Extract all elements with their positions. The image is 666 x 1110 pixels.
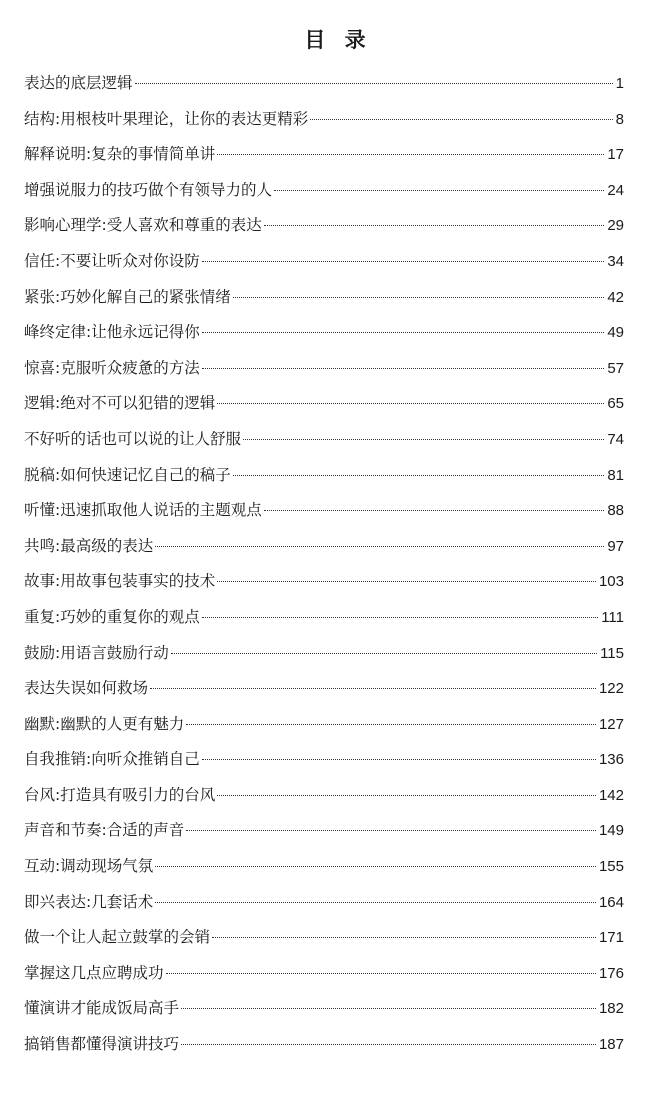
toc-entry: [24, 813, 624, 849]
toc-entry-title: 台风:打造具有吸引力的台风: [24, 785, 216, 804]
toc-entry-title: 惊喜:克服听众疲惫的方法: [24, 358, 200, 377]
toc-entry-page-number: 176: [598, 964, 624, 982]
toc-entry: [24, 529, 624, 565]
dot-leader: [202, 261, 605, 262]
dot-leader: [212, 937, 596, 938]
dot-leader: [166, 973, 596, 974]
toc-entry: [24, 920, 624, 956]
toc-entry-page-number: 81: [607, 466, 624, 484]
toc-entry-page-number: 17: [607, 146, 624, 164]
toc-entry-page-number: 88: [607, 502, 624, 520]
dot-leader: [181, 1008, 596, 1009]
toc-entry-page-number: 34: [607, 252, 624, 270]
toc-entry-title: 自我推销:向听众推销自己: [24, 750, 200, 769]
toc-entry: [24, 778, 624, 814]
toc-entry-title: 共鸣:最高级的表达: [24, 536, 154, 555]
toc-entry-page-number: 49: [607, 324, 624, 342]
table-of-contents: [24, 66, 624, 1063]
toc-entry-page-number: 65: [607, 395, 624, 413]
dot-leader: [264, 225, 605, 226]
page-title: 目 录: [304, 27, 372, 52]
toc-entry-title: 即兴表达:几套话术: [24, 892, 154, 911]
toc-entry-title: 峰终定律:让他永远记得你: [24, 323, 200, 342]
toc-entry: [24, 173, 624, 209]
dot-leader: [217, 403, 604, 404]
toc-entry-title: 故事:用故事包装事实的技术: [24, 572, 216, 591]
toc-entry-title: 影响心理学:受人喜欢和尊重的表达: [24, 216, 262, 235]
toc-entry: [24, 956, 624, 992]
toc-entry: [24, 600, 624, 636]
toc-entry-title: 掌握这几点应聘成功: [24, 963, 164, 982]
toc-entry-title: 重复:巧妙的重复你的观点: [24, 607, 200, 626]
dot-leader: [274, 190, 604, 191]
dot-leader: [217, 581, 596, 582]
dot-leader: [135, 83, 613, 84]
dot-leader: [155, 866, 596, 867]
toc-entry-title: 脱稿:如何快速记忆自己的稿子: [24, 465, 231, 484]
toc-entry: [24, 351, 624, 387]
dot-leader: [171, 653, 597, 654]
dot-leader: [233, 475, 605, 476]
toc-entry: [24, 315, 624, 351]
toc-entry-page-number: 164: [598, 893, 624, 911]
toc-entry-title: 结构:用根枝叶果理论，让你的表达更精彩: [24, 109, 309, 128]
dot-leader: [264, 510, 605, 511]
toc-entry-page-number: 29: [607, 217, 624, 235]
toc-entry-title: 搞销售都懂得演讲技巧: [24, 1035, 180, 1054]
dot-leader: [217, 795, 596, 796]
dot-leader: [233, 297, 605, 298]
toc-entry-title: 表达失误如何救场: [24, 679, 149, 698]
toc-entry-page-number: 122: [598, 680, 624, 698]
toc-entry-page-number: 8: [615, 110, 624, 128]
toc-entry-title: 增强说服力的技巧做个有领导力的人: [24, 180, 273, 199]
toc-entry: [24, 493, 624, 529]
dot-leader: [155, 902, 596, 903]
toc-entry-title: 鼓励:用语言鼓励行动: [24, 643, 169, 662]
dot-leader: [181, 1044, 596, 1045]
toc-entry: [24, 208, 624, 244]
toc-entry-title: 解释说明:复杂的事情简单讲: [24, 145, 216, 164]
dot-leader: [155, 546, 604, 547]
toc-entry-page-number: 149: [598, 822, 624, 840]
toc-entry-title: 幽默:幽默的人更有魅力: [24, 714, 185, 733]
toc-entry: [24, 137, 624, 173]
toc-entry-title: 懂演讲才能成饭局高手: [24, 999, 180, 1018]
toc-entry: [24, 991, 624, 1027]
toc-entry: [24, 742, 624, 778]
toc-entry-page-number: 155: [598, 858, 624, 876]
toc-entry: [24, 636, 624, 672]
toc-entry-title: 信任:不要让听众对你设防: [24, 251, 200, 270]
toc-entry-title: 逻辑:绝对不可以犯错的逻辑: [24, 394, 216, 413]
toc-entry-page-number: 115: [600, 644, 624, 662]
toc-entry-title: 紧张:巧妙化解自己的紧张情绪: [24, 287, 231, 306]
toc-entry: [24, 422, 624, 458]
toc-entry: [24, 458, 624, 494]
toc-page: [0, 20, 666, 1110]
toc-entry-page-number: 24: [607, 181, 624, 199]
toc-entry-title: 听懂:迅速抓取他人说话的主题观点: [24, 501, 262, 520]
toc-entry: [24, 1027, 624, 1063]
toc-entry: [24, 102, 624, 138]
toc-entry: [24, 707, 624, 743]
toc-entry: [24, 671, 624, 707]
toc-entry-page-number: 136: [598, 751, 624, 769]
toc-entry-page-number: 187: [598, 1036, 624, 1054]
toc-entry: [24, 386, 624, 422]
toc-entry-page-number: 1: [615, 75, 624, 92]
toc-entry-title: 声音和节奏:合适的声音: [24, 821, 185, 840]
toc-entry-page-number: 111: [601, 608, 624, 626]
dot-leader: [243, 439, 604, 440]
toc-entry-page-number: 142: [598, 786, 624, 804]
toc-entry-page-number: 57: [607, 359, 624, 377]
toc-entry-page-number: 74: [607, 430, 624, 448]
toc-entry: [24, 885, 624, 921]
toc-entry-page-number: 127: [598, 715, 624, 733]
toc-entry: [24, 66, 624, 102]
toc-entry: [24, 849, 624, 885]
toc-entry: [24, 280, 624, 316]
toc-entry-page-number: 171: [598, 929, 624, 947]
dot-leader: [186, 830, 596, 831]
toc-entry-page-number: 103: [598, 573, 624, 591]
dot-leader: [202, 332, 605, 333]
dot-leader: [202, 368, 605, 369]
toc-entry-title: 不好听的话也可以说的让人舒服: [24, 429, 242, 448]
dot-leader: [310, 119, 612, 120]
dot-leader: [150, 688, 596, 689]
toc-entry-title: 做一个让人起立鼓掌的会销: [24, 928, 211, 947]
toc-entry-title: 表达的底层逻辑: [24, 74, 133, 92]
toc-entry: [24, 244, 624, 280]
toc-entry-page-number: 42: [607, 288, 624, 306]
dot-leader: [217, 154, 604, 155]
dot-leader: [186, 724, 596, 725]
dot-leader: [202, 759, 596, 760]
toc-entry-page-number: 182: [598, 1000, 624, 1018]
toc-entry-page-number: 97: [607, 537, 624, 555]
dot-leader: [202, 617, 598, 618]
toc-entry-title: 互动:调动现场气氛: [24, 857, 154, 876]
toc-entry: [24, 564, 624, 600]
